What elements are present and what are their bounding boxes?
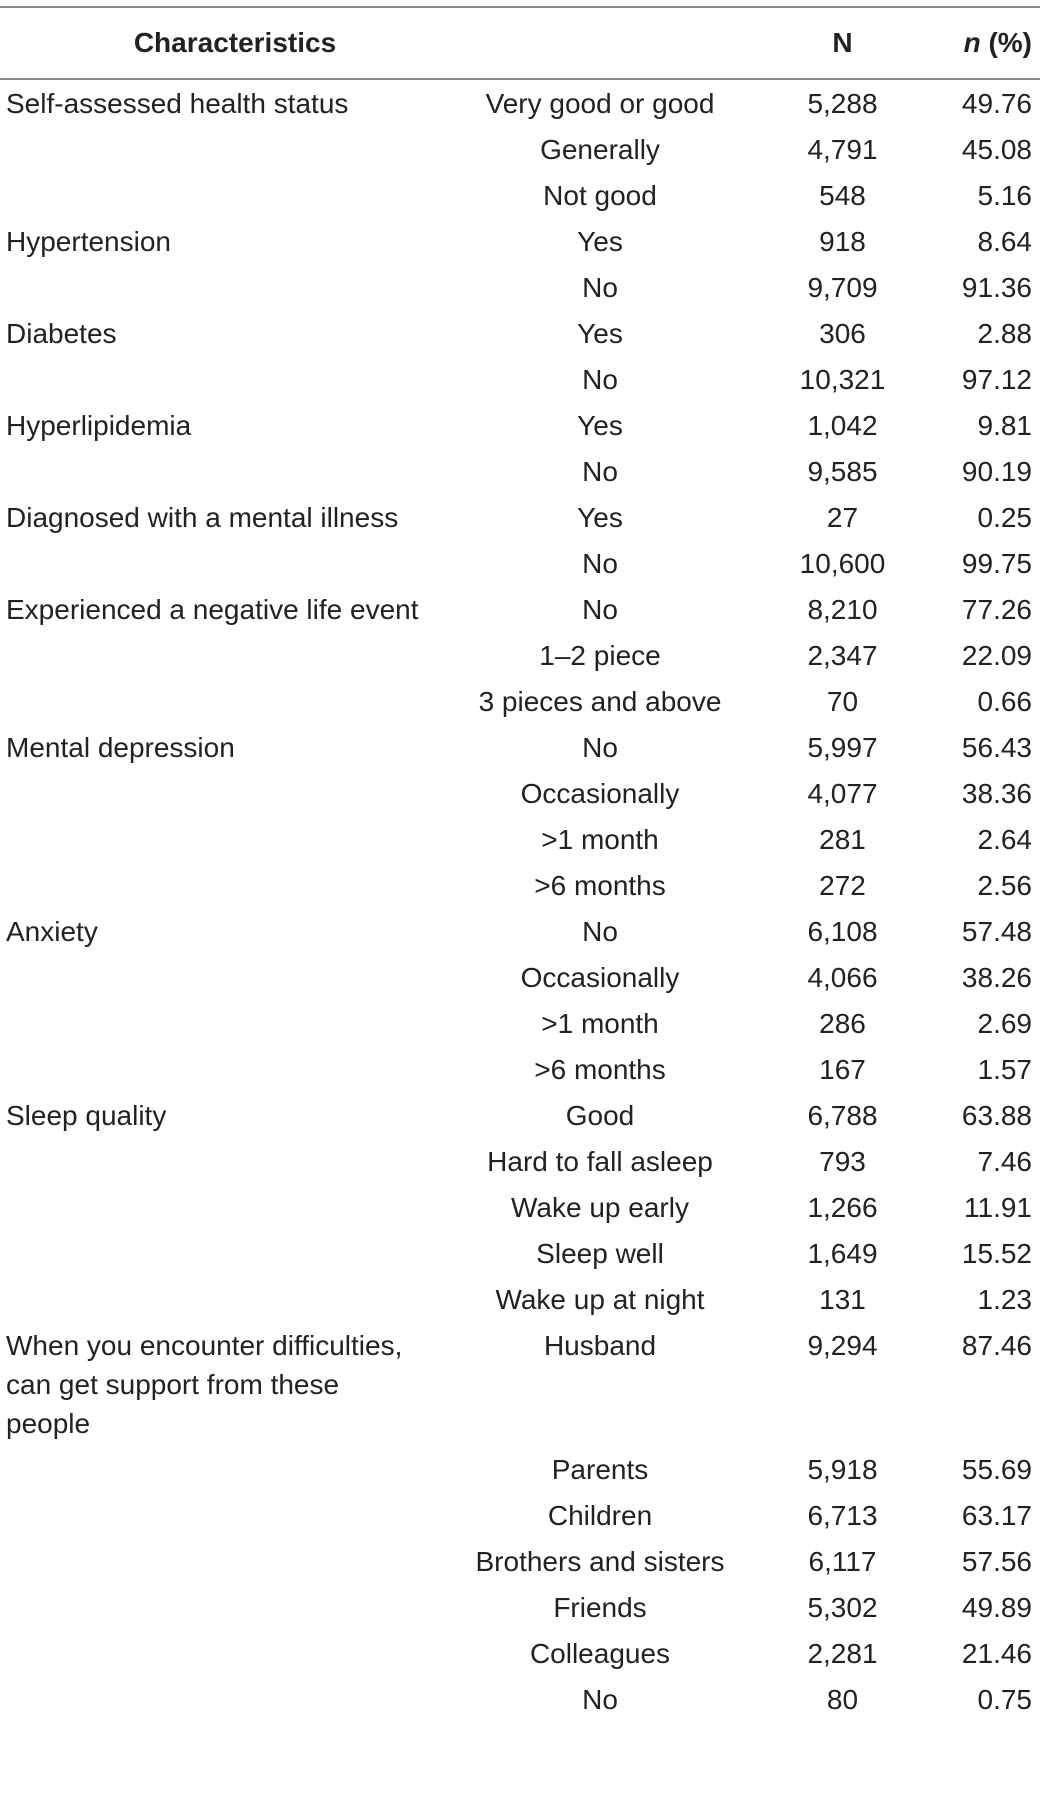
percent-cell: 57.56	[961, 1546, 1032, 1577]
subcategory-cell: Hard to fall asleep	[487, 1146, 713, 1177]
header-row	[0, 7, 1040, 79]
subcategory-cell: Colleagues	[529, 1638, 671, 1669]
percent-cell: 91.36	[961, 272, 1032, 303]
n-cell: 9,294	[807, 1330, 878, 1361]
subcategory-cell: Yes	[577, 318, 623, 349]
subcategory-cell: 3 pieces and above	[478, 686, 722, 717]
n-cell: 6,117	[808, 1546, 877, 1577]
subcategory-cell: No	[582, 456, 618, 487]
subcategory-cell: Brothers and sisters	[475, 1546, 725, 1577]
n-cell: 306	[819, 318, 866, 349]
subcategory-cell: Not good	[543, 180, 657, 211]
n-cell: 9,709	[807, 272, 878, 303]
subcategory-cell: Sleep well	[536, 1238, 664, 1269]
category-cell: Diabetes	[6, 318, 117, 349]
percent-cell: 63.88	[961, 1100, 1032, 1131]
table-row	[0, 172, 1040, 218]
subcategory-cell: No	[582, 1684, 618, 1715]
percent-cell: 2.69	[977, 1008, 1032, 1039]
header-percent-suffix: (%)	[980, 27, 1032, 58]
table-row	[0, 1000, 1040, 1046]
n-cell: 793	[819, 1146, 866, 1177]
percent-cell: 11.91	[964, 1192, 1032, 1223]
n-cell: 70	[826, 686, 859, 717]
category-cell	[0, 954, 430, 1000]
subcategory-cell: Very good or good	[485, 88, 715, 119]
category-cell	[0, 1676, 430, 1722]
subcategory-cell: No	[582, 272, 618, 303]
percent-cell: 49.89	[961, 1592, 1032, 1623]
n-cell: 2,281	[807, 1638, 878, 1669]
category-cell	[0, 1184, 430, 1230]
subcategory-cell: Yes	[577, 410, 623, 441]
subcategory-cell: Children	[547, 1500, 653, 1531]
percent-cell: 38.26	[961, 962, 1032, 993]
category-cell	[0, 1492, 430, 1538]
n-cell: 8,210	[807, 594, 878, 625]
percent-cell: 56.43	[961, 732, 1032, 763]
table-row	[0, 1276, 1040, 1322]
table-row	[0, 678, 1040, 724]
n-cell: 6,108	[807, 916, 878, 947]
table-row	[0, 1584, 1040, 1630]
percent-cell: 8.64	[977, 226, 1032, 257]
percent-cell: 0.66	[977, 686, 1032, 717]
subcategory-cell: No	[582, 732, 618, 763]
subcategory-cell: >1 month	[541, 1008, 659, 1039]
table-row	[0, 264, 1040, 310]
category-cell	[0, 1138, 430, 1184]
table-row	[0, 1446, 1040, 1492]
table-body	[0, 79, 1040, 1722]
n-cell: 918	[819, 226, 866, 257]
n-cell: 2,347	[807, 640, 878, 671]
table-row	[0, 402, 1040, 448]
subcategory-cell: Generally	[540, 134, 660, 165]
category-cell: Mental depression	[6, 732, 235, 763]
category-cell	[0, 1230, 430, 1276]
n-cell: 5,918	[807, 1454, 878, 1485]
percent-cell: 77.26	[961, 594, 1032, 625]
percent-cell: 97.12	[961, 364, 1032, 395]
category-cell: Hyperlipidemia	[6, 410, 192, 441]
category-cell	[0, 770, 430, 816]
table-row	[0, 1630, 1040, 1676]
n-cell: 6,788	[807, 1100, 878, 1131]
category-cell: Sleep quality	[6, 1100, 167, 1131]
category-cell	[0, 1630, 430, 1676]
header-characteristics: Characteristics	[0, 7, 430, 79]
category-cell	[0, 1276, 430, 1322]
table-row	[0, 494, 1040, 540]
table-row	[0, 770, 1040, 816]
subcategory-cell: Wake up at night	[495, 1284, 705, 1315]
n-cell: 281	[819, 824, 866, 855]
table-row	[0, 586, 1040, 632]
category-cell	[0, 356, 430, 402]
subcategory-cell: Friends	[553, 1592, 647, 1623]
subcategory-cell: >6 months	[534, 1054, 666, 1085]
table-row	[0, 126, 1040, 172]
n-cell: 4,066	[807, 962, 878, 993]
subcategory-cell: Yes	[577, 226, 623, 257]
table-row	[0, 310, 1040, 356]
percent-cell: 2.64	[977, 824, 1032, 855]
subcategory-cell: No	[582, 594, 618, 625]
percent-cell: 87.46	[961, 1330, 1032, 1361]
table-row	[0, 218, 1040, 264]
category-cell	[0, 1538, 430, 1584]
percent-cell: 55.69	[961, 1454, 1032, 1485]
category-cell: When you encounter difficulties, can get support from these people	[6, 1330, 403, 1439]
n-cell: 27	[826, 502, 859, 533]
subcategory-cell: Occasionally	[520, 778, 680, 809]
percent-cell: 22.09	[961, 640, 1032, 671]
header-subcategory	[430, 7, 770, 79]
table-row	[0, 862, 1040, 908]
table-row	[0, 816, 1040, 862]
table-row	[0, 1538, 1040, 1584]
table-row	[0, 908, 1040, 954]
percent-cell: 45.08	[961, 134, 1032, 165]
table-row	[0, 79, 1040, 126]
n-cell: 548	[819, 180, 866, 211]
n-cell: 10,321	[799, 364, 886, 395]
category-cell	[0, 264, 430, 310]
category-cell	[0, 632, 430, 678]
n-cell: 10,600	[799, 548, 886, 579]
category-cell: Diagnosed with a mental illness	[6, 502, 399, 533]
n-cell: 1,042	[807, 410, 878, 441]
n-cell: 5,302	[807, 1592, 878, 1623]
n-cell: 4,077	[807, 778, 878, 809]
percent-cell: 2.88	[977, 318, 1032, 349]
table-row	[0, 1138, 1040, 1184]
n-cell: 5,288	[807, 88, 878, 119]
header-n: N	[770, 7, 915, 79]
percent-cell: 0.25	[977, 502, 1032, 533]
percent-cell: 1.23	[977, 1284, 1032, 1315]
table-row	[0, 632, 1040, 678]
percent-cell: 9.81	[977, 410, 1032, 441]
subcategory-cell: Husband	[543, 1330, 657, 1361]
n-cell: 131	[819, 1284, 866, 1315]
percent-cell: 63.17	[961, 1500, 1032, 1531]
percent-cell: 15.52	[961, 1238, 1032, 1269]
table-row	[0, 1184, 1040, 1230]
n-cell: 6,713	[807, 1500, 878, 1531]
subcategory-cell: Occasionally	[520, 962, 680, 993]
n-cell: 286	[819, 1008, 866, 1039]
table-row	[0, 356, 1040, 402]
category-cell	[0, 540, 430, 586]
category-cell	[0, 1446, 430, 1492]
n-cell: 9,585	[807, 456, 878, 487]
n-cell: 80	[826, 1684, 859, 1715]
subcategory-cell: >6 months	[534, 870, 666, 901]
table-row	[0, 1092, 1040, 1138]
header-percent-n: n	[963, 27, 981, 58]
subcategory-cell: Yes	[577, 502, 623, 533]
category-cell	[0, 1584, 430, 1630]
subcategory-cell: 1–2 piece	[539, 640, 661, 671]
percent-cell: 21.46	[961, 1638, 1032, 1669]
table-row	[0, 1230, 1040, 1276]
subcategory-cell: No	[582, 548, 618, 579]
category-cell: Hypertension	[6, 226, 171, 257]
characteristics-table	[0, 6, 1040, 1722]
category-cell	[0, 1000, 430, 1046]
category-cell	[0, 816, 430, 862]
table-row	[0, 1492, 1040, 1538]
category-cell	[0, 678, 430, 724]
subcategory-cell: Parents	[551, 1454, 649, 1485]
table-header	[0, 7, 1040, 79]
percent-cell: 1.57	[977, 1054, 1032, 1085]
percent-cell: 0.75	[977, 1684, 1032, 1715]
category-cell: Self-assessed health status	[6, 88, 349, 119]
header-percent	[915, 7, 1040, 79]
category-cell	[0, 172, 430, 218]
subcategory-cell: No	[582, 364, 618, 395]
table-row	[0, 1046, 1040, 1092]
percent-cell: 7.46	[977, 1146, 1032, 1177]
n-cell: 167	[819, 1054, 866, 1085]
table-row	[0, 448, 1040, 494]
table-row	[0, 954, 1040, 1000]
percent-cell: 2.56	[977, 870, 1032, 901]
subcategory-cell: Wake up early	[511, 1192, 689, 1223]
table-row	[0, 1322, 1040, 1446]
subcategory-cell: No	[582, 916, 618, 947]
subcategory-cell: >1 month	[541, 824, 659, 855]
percent-cell: 99.75	[961, 548, 1032, 579]
n-cell: 1,649	[807, 1238, 878, 1269]
category-cell	[0, 1046, 430, 1092]
n-cell: 272	[819, 870, 866, 901]
category-cell	[0, 448, 430, 494]
category-cell: Anxiety	[6, 916, 98, 947]
n-cell: 4,791	[807, 134, 878, 165]
n-cell: 1,266	[807, 1192, 878, 1223]
percent-cell: 90.19	[961, 456, 1032, 487]
percent-cell: 49.76	[961, 88, 1032, 119]
table-row	[0, 1676, 1040, 1722]
category-cell	[0, 126, 430, 172]
subcategory-cell: Good	[565, 1100, 635, 1131]
percent-cell: 5.16	[977, 180, 1032, 211]
table-row	[0, 540, 1040, 586]
n-cell: 5,997	[807, 732, 878, 763]
category-cell: Experienced a negative life event	[6, 594, 419, 625]
table-row	[0, 724, 1040, 770]
percent-cell: 38.36	[961, 778, 1032, 809]
category-cell	[0, 862, 430, 908]
percent-cell: 57.48	[961, 916, 1032, 947]
